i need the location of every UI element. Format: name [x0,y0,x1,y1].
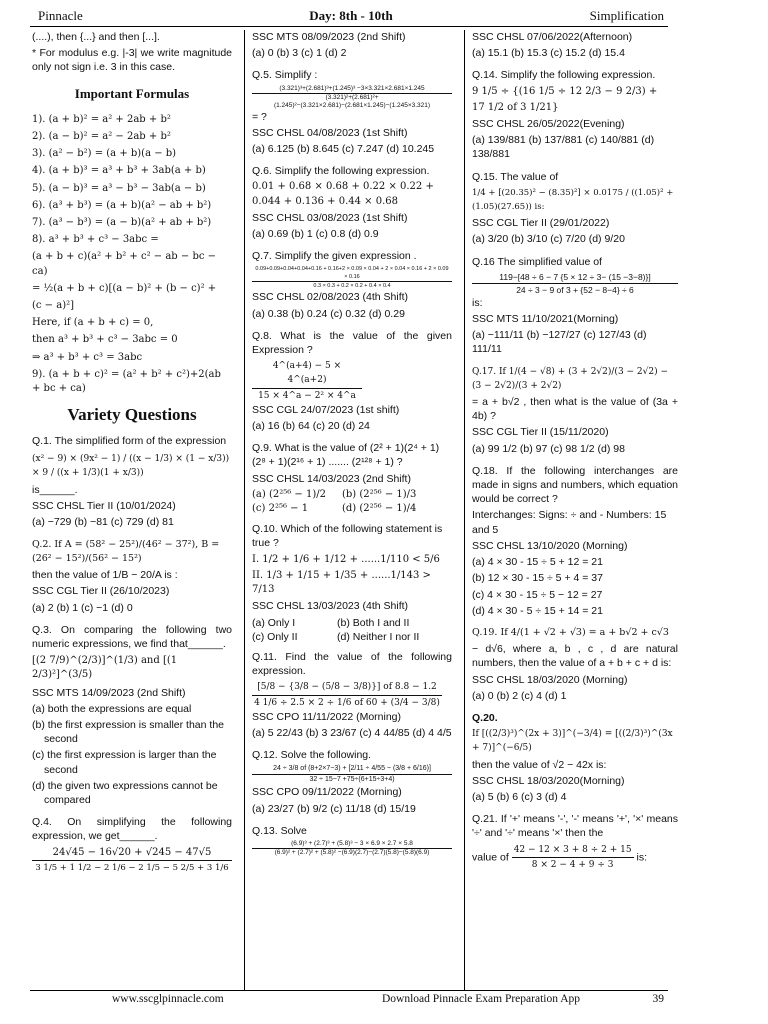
formula-1: 1). (a + b)² = a² + 2ab + b² [32,113,171,125]
q10-statement-2: II. 1/3 + 1/15 + 1/35 + ......1/143 > 7/13 [252,569,431,596]
q6-expression: 0.01 + 0.68 × 0.68 + 0.22 × 0.22 + 0.044 + 0.136 + 0.44 × 0.68 [252,181,434,207]
q10-text: Q.10. Which of the following statement is true ? [252,523,443,550]
formula-5: 5). (a − b)³ = a³ − b³ − 3ab(a − b) [32,182,206,194]
q5-numerator: (3.321)³+(2.681)³+(1.245)³ −3×3.321×2.681×1.245 [252,85,452,94]
q4-text: Q.4. On simplifying the following expression, we get______. [32,816,232,843]
q7-text: Q.7. Simplify the given expression . [252,250,417,263]
q8-options: (a) 16 (b) 64 (c) 20 (d) 24 [252,420,370,433]
q5-denominator: (3.321)²+(2.681)²+(1.245)²−(3.321×2.681)−(2.681×1.245)−(1.245×3.321) [273,93,431,109]
q3-option-d: (d) the given two expressions cannot be compared [32,779,218,806]
q8-text: Q.8. What is the value of the given Expression ? [252,329,452,357]
q16-text: Q.16 The simplified value of [472,255,602,268]
footer-rule [30,990,668,991]
q4-source: SSC MTS 08/09/2023 (2nd Shift) [252,31,406,43]
q20-source: SSC CHSL 18/03/2020(Morning) [472,774,625,787]
q11-expression [252,680,442,709]
q1-expression: (x² − 9) × (9x² − 1) / ((x − 1/3) × (1 − x/3)) × 9 / ((x + 1/3)(1 + x/3)) [32,453,230,478]
q18-interchanges: Interchanges: Signs: ÷ and - Numbers: 15 and 5 [472,509,667,536]
q8-expression [252,359,362,403]
q16-numerator: 119−[48 ÷ 6 − 7 {5 × 12 ÷ 3− (15 −3−8)}] [472,271,678,284]
q18-text: Q.18. If the following interchanges are made in signs and numbers, which equation would be correct ? [472,464,678,506]
q9-text: Q.9. What is the value of (2² + 1)(2⁴ + 1)(2⁸ + 1)(2¹⁶ + 1) ....... (2¹²⁸ + 1) ? [252,442,440,469]
q15-text: Q.15. The value of [472,170,559,183]
q9-option-b: (b) (2²⁵⁶ − 1)/3 [342,488,417,500]
q21-expression-row [472,843,678,872]
q21-value-of: value of [472,851,509,864]
q10-option-c: (c) Only II [252,630,298,643]
q19-options: (a) 0 (b) 2 (c) 4 (d) 1 [472,689,567,702]
q10-options [252,616,452,644]
q13-text: Q.13. Solve [252,824,307,837]
q11-options: (a) 5 22/43 (b) 3 23/67 (c) 4 44/85 (d) 4 4/5 [252,726,452,739]
q7-denominator: 0.3 × 0.3 + 0.2 × 0.2 + 0.4 × 0.4 [313,283,391,290]
q10-source: SSC CHSL 13/03/2023 (4th Shift) [252,600,409,613]
q2-source: SSC CGL Tier II (26/10/2023) [32,585,170,598]
page-footer [112,993,664,1009]
q4-numerator: 24√45 − 16√20 + √245 − 47√5 [32,846,232,861]
q10-option-d: (d) Neither I nor II [337,630,420,643]
column-3 [472,30,678,874]
q6-source: SSC CHSL 03/08/2023 (1st Shift) [252,211,408,224]
q11-text: Q.11. Find the value of the following expression. [252,650,452,678]
q11-source: SSC CPO 11/11/2022 (Morning) [252,710,402,723]
q14-source: SSC CHSL 26/05/2022(Evening) [472,118,625,131]
q7-expression [252,265,452,290]
q13-source: SSC CHSL 07/06/2022(Afternoon) [472,31,633,43]
q20-expression: If [((2/3)³)^(2x + 3)]^(−3/4) = [((2/3)³)^(3x + 7)]^(−6/5) [472,729,673,754]
column-divider-2 [464,30,465,990]
q4-denominator: 3 1/5 + 1 1/2 − 2 1/6 − 2 1/5 − 5 2/5 + 3 1/6 [35,862,229,873]
header-topic: Simplification [589,8,664,23]
q21-denominator: 8 × 2 − 4 + 9 ÷ 3 [531,859,614,870]
q8-source: SSC CGL 24/07/2023 (1st shift) [252,403,400,416]
q9-options [252,488,452,516]
formula-8-expansion: (a + b + c)(a² + b² + c² − ab − bc − ca) [32,251,216,277]
header-day: Day: 8th - 10th [309,8,393,23]
q14-options: (a) 139/881 (b) 137/881 (c) 140/881 (d) 138/881 [472,134,655,161]
column-1 [32,30,232,875]
column-divider-1 [244,30,245,990]
formula-7: 7). (a³ − b³) = (a − b)(a² + ab + b²) [32,217,212,229]
q12-text: Q.12. Solve the following. [252,749,372,762]
q14-text: Q.14. Simplify the following expression. [472,69,656,82]
q15-expression: 1/4 + [(20.35)² − (8.35)²] × 0.0175 / ((1.05)² + (1.05)(27.65)) is: [472,187,674,213]
q15-source: SSC CGL Tier II (29/01/2022) [472,217,610,230]
q3-text: Q.3. On comparing the following two numeric expressions, we find that______. [32,623,232,650]
q2-text: Q.2. If A = (58² − 25²)/(46² − 37²), B = (26² − 15²)/(56² − 15²) [32,538,220,564]
page-number: 39 [652,993,664,1005]
q19-text: Q.19. If 4/(1 + √2 + √3) = a + b√2 + c√3 [472,626,669,638]
q13-numerator: (6.9)³ + (2.7)³ + (5.8)³ − 3 × 6.9 × 2.7 × 5.8 [252,840,452,849]
q13-denominator: (6.9)² + (2.7)² + (5.8)² −(6.9)(2.7)−(2.7)(5.8)−(5.8)(6.9) [274,848,430,856]
q7-source: SSC CHSL 02/08/2023 (4th Shift) [252,291,409,304]
q21-is: is: [636,851,647,864]
formula-4: 4). (a + b)³ = a³ + b³ + 3ab(a + b) [32,165,206,177]
q5-expression [252,85,452,110]
formula-8-then: then a³ + b³ + c³ − 3abc = 0 [32,334,178,346]
q12-denominator: 32 ÷ 15−7 +75÷(6+15÷3+4) [309,776,395,784]
q16-source: SSC MTS 11/10/2021(Morning) [472,313,619,326]
q19-question: − d√6, where a, b , c , d are natural numbers, then the value of a + b + c + d is: [472,643,678,670]
q16-is: is: [472,296,483,309]
q2-question: then the value of 1/B − 20/A is : [32,569,178,582]
q20-question: then the value of √2 − 42x is: [472,758,607,771]
q5-options: (a) 6.125 (b) 8.645 (c) 7.247 (d) 10.245 [252,143,435,156]
q11-denominator: 4 1/6 ÷ 2.5 × 2 ÷ 1/6 of 60 + (3/4 − 3/8) [254,697,440,708]
q3-source: SSC MTS 14/09/2023 (2nd Shift) [32,686,186,699]
intro-note: * For modulus e.g. |-3| we write magnitude only not sign i.e. 3 in this case. [32,47,232,74]
q20-label: Q.20. [472,711,498,724]
q1-text: Q.1. The simplified form of the expression [32,435,227,448]
header-brand: Pinnacle [38,8,83,23]
footer-app-promo: Download Pinnacle Exam Preparation App [382,993,581,1005]
q21-text: Q.21. If '+' means '-', '-' means '+', '×' means '÷' and '÷' means '×' then the [472,813,678,840]
q9-option-c: (c) 2²⁵⁶ − 1 [252,503,309,515]
q13-expression [252,840,452,857]
q4-expression [32,846,232,875]
q3-expression: [(2 7/9)^(2/3)]^(1/3) and [(1 2/3)²]^(3/5) [32,655,178,681]
variety-heading: Variety Questions [67,405,197,425]
q3-option-b: (b) the first expression is smaller than the second [32,718,224,746]
q18-option-d: (d) 4 × 30 - 5 ÷ 15 + 14 = 21 [472,604,603,617]
q19-source: SSC CHSL 18/03/2020 (Morning) [472,673,628,686]
q7-options: (a) 0.38 (b) 0.24 (c) 0.32 (d) 0.29 [252,307,405,320]
formula-8-condition: Here, if (a + b + c) = 0, [32,317,154,329]
q14-expression-line-1: 9 1/5 ÷ {(16 1/5 ÷ 12 2/3 − 9 2/3) + [472,85,658,97]
q18-option-b: (b) 12 × 30 - 15 ÷ 5 + 4 = 37 [472,572,603,585]
q8-denominator: 15 × 4^a − 2² × 4^a [258,390,356,401]
q12-options: (a) 23/27 (b) 9/2 (c) 11/18 (d) 15/19 [252,802,416,815]
q17-text: Q.17. If 1/(4 − √8) + (3 + 2√2)/(3 − 2√2) − (3 − 2√2)/(3 + 2√2) [472,366,669,391]
q16-expression [472,271,678,296]
formulas-heading: Important Formulas [74,85,190,101]
formula-8-alt-end: (c − a)²] [32,300,75,312]
formula-8-result: ⇒ a³ + b³ + c³ = 3abc [32,351,143,363]
q10-option-b: (b) Both I and II [337,616,410,629]
q17-question: = a + b√2 , then what is the value of (3a + 4b) ? [472,396,678,423]
q7-numerator: 0.09+0.09+0.04+0.04+0.16 + 0.16+2 × 0.09 × 0.04 + 2 × 0.04 × 0.16 + 2 × 0.09 × 0.16 [252,265,452,282]
q13-options: (a) 15.1 (b) 15.3 (c) 15.2 (d) 15.4 [472,47,625,60]
q18-option-c: (c) 4 × 30 - 15 ÷ 5 − 12 = 27 [472,588,603,601]
q14-expression-line-2: 17 1/2 of 3 1/21} [472,101,559,113]
q3-option-a: (a) both the expressions are equal [32,702,192,715]
formula-8-alt: = ½(a + b + c)[(a − b)² + (b − c)² + [32,282,217,294]
q3-option-c: (c) the first expression is larger than the second [32,749,217,776]
q6-options: (a) 0.69 (b) 1 (c) 0.8 (d) 0.9 [252,228,379,241]
q16-options: (a) −111/11 (b) −127/27 (c) 127/43 (d) 111/11 [472,329,647,356]
q11-numerator: [5/8 − {3/8 − (5/8 − 3/8)}] of 8.8 − 1.2 [252,680,442,695]
q5-source: SSC CHSL 04/08/2023 (1st Shift) [252,126,408,139]
formula-8: 8). a³ + b³ + c³ − 3abc = [32,234,159,246]
q1-source: SSC CHSL Tier II (10/01/2024) [32,500,176,513]
q12-numerator: 24 ÷ 3/8 of (8+2×7−3) + [2/11 ÷ 4/55 − (3/8 + 6/16)] [252,764,452,775]
header-rule [30,26,668,27]
page-header [38,8,664,26]
column-2 [252,30,452,857]
formula-3: 3). (a² − b²) = (a + b)(a − b) [32,148,177,160]
q17-options: (a) 99 1/2 (b) 97 (c) 98 1/2 (d) 98 [472,442,625,455]
q18-source: SSC CHSL 13/10/2020 (Morning) [472,539,628,552]
q9-option-d: (d) (2²⁵⁶ − 1)/4 [342,503,417,515]
q1-options: (a) −729 (b) −81 (c) 729 (d) 81 [32,516,174,529]
q9-option-a: (a) (2²⁵⁶ − 1)/2 [252,488,326,500]
q4-options: (a) 0 (b) 3 (c) 1 (d) 2 [252,47,347,60]
q10-option-a: (a) Only I [252,616,296,629]
q5-text: Q.5. Simplify : [252,69,318,82]
formula-6: 6). (a³ + b³) = (a + b)(a² − ab + b²) [32,199,212,211]
q10-statement-1: I. 1/2 + 1/6 + 1/12 + ......1/110 < 5/6 [252,553,440,565]
q21-numerator: 42 − 12 × 3 + 8 ÷ 2 + 15 [512,843,634,858]
q16-denominator: 24 ÷ 3 − 9 of 3 + {52 − 8−4} ÷ 6 [516,284,634,295]
q18-option-a: (a) 4 × 30 - 15 ÷ 5 + 12 = 21 [472,556,603,569]
q9-source: SSC CHSL 14/03/2023 (2nd Shift) [252,472,411,485]
q21-fraction [512,843,634,872]
intro-line: (....), then {...} and then [...]. [32,31,160,43]
formula-2: 2). (a − b)² = a² − 2ab + b² [32,131,171,143]
footer-website: www.sscglpinnacle.com [112,993,224,1005]
q8-numerator: 4^(a+4) − 5 × 4^(a+2) [252,359,362,388]
q1-is: is______. [32,484,78,497]
q2-options: (a) 2 (b) 1 (c) −1 (d) 0 [32,601,133,614]
q12-expression [252,764,452,785]
q12-source: SSC CPO 09/11/2022 (Morning) [252,786,402,799]
q17-source: SSC CGL Tier II (15/11/2020) [472,426,609,439]
q15-options: (a) 3/20 (b) 3/10 (c) 7/20 (d) 9/20 [472,233,625,246]
q20-options: (a) 5 (b) 6 (c) 3 (d) 4 [472,790,567,803]
q5-equals: = ? [252,110,267,123]
formula-9: 9). (a + b + c)² = (a² + b² + c²)+2(ab + bc + ca) [32,368,221,395]
q6-text: Q.6. Simplify the following expression. [252,165,430,178]
